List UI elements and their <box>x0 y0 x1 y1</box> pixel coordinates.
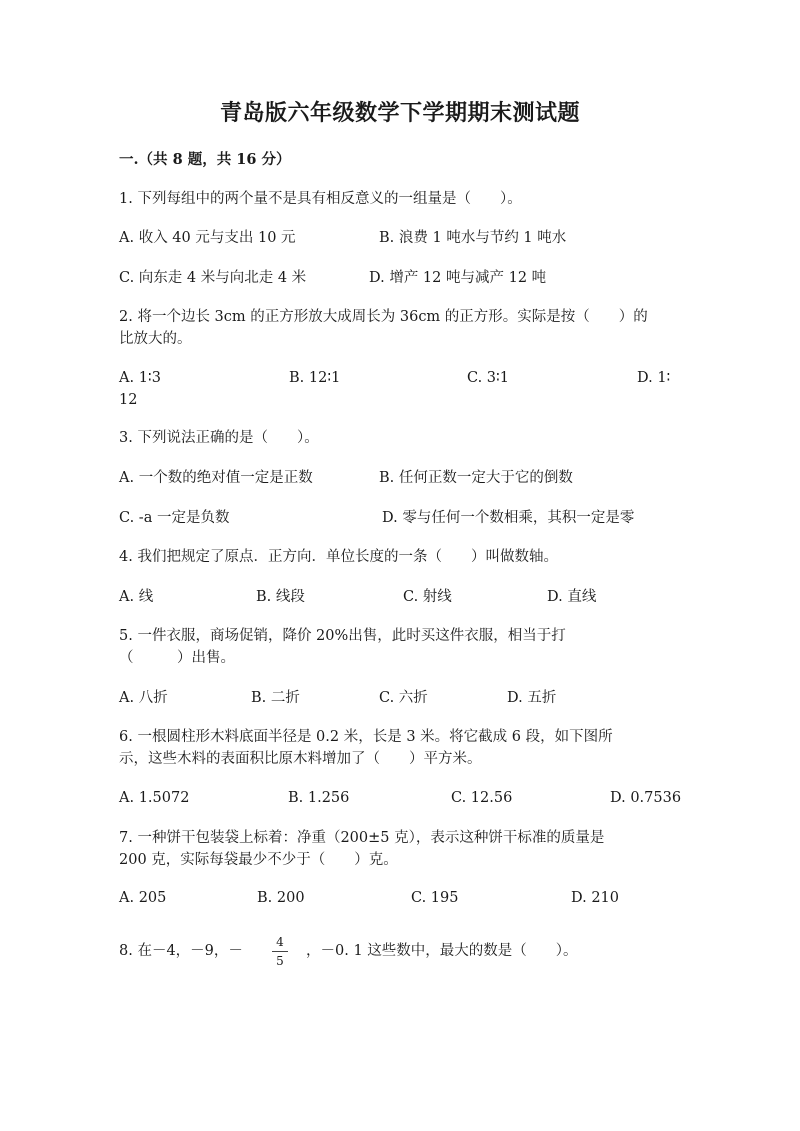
question-2-option-d: D. 1∶ <box>637 370 671 386</box>
question-2-stem-line-2: 比放大的。 <box>119 331 192 347</box>
question-1-stem: 1. 下列每组中的两个量不是具有相反意义的一组量是（ ）。 <box>119 191 522 207</box>
question-7-stem-line-2: 200 克，实际每袋最少不少于（ ）克。 <box>119 852 398 868</box>
question-1-option-b: B. 浪费 1 吨水与节约 1 吨水 <box>379 230 567 246</box>
question-4-option-d: D. 直线 <box>547 589 597 605</box>
question-6-option-c: C. 12.56 <box>451 790 513 806</box>
question-7-option-b: B. 200 <box>257 890 305 906</box>
question-3-stem: 3. 下列说法正确的是（ ）。 <box>119 430 319 446</box>
question-6-stem-line-2: 示，这些木料的表面积比原木料增加了（ ）平方米。 <box>119 751 482 767</box>
question-2-option-c: C. 3∶1 <box>467 370 510 386</box>
question-3-option-a: A. 一个数的绝对值一定是正数 <box>119 470 313 486</box>
question-5-stem-line-1: 5. 一件衣服，商场促销，降价 20%出售，此时买这件衣服，相当于打 <box>119 628 566 644</box>
question-5-option-b: B. 二折 <box>251 690 300 706</box>
question-5-option-c: C. 六折 <box>379 690 428 706</box>
question-4-option-c: C. 射线 <box>403 589 452 605</box>
question-7-option-c: C. 195 <box>411 890 459 906</box>
question-7-stem-line-1: 7. 一种饼干包装袋上标着：净重（200±5 克），表示这种饼干标准的质量是 <box>119 830 605 846</box>
question-4-stem: 4. 我们把规定了原点．正方向．单位长度的一条（ ）叫做数轴。 <box>119 549 558 565</box>
question-6-option-b: B. 1.256 <box>288 790 350 806</box>
fraction-numerator: 4 <box>276 935 284 949</box>
question-2-option-a: A. 1∶3 <box>119 370 161 386</box>
question-2-option-d-wrap: 12 <box>119 392 138 408</box>
question-3-option-d: D. 零与任何一个数相乘，其积一定是零 <box>382 510 635 526</box>
question-3-option-b: B. 任何正数一定大于它的倒数 <box>379 470 573 486</box>
question-8-fraction <box>272 935 288 968</box>
question-5-option-a: A. 八折 <box>119 690 168 706</box>
question-6-option-a: A. 1.5072 <box>119 790 190 806</box>
question-1-option-a: A. 收入 40 元与支出 10 元 <box>119 230 296 246</box>
question-3-option-c: C. -a 一定是负数 <box>119 510 230 526</box>
question-7-option-a: A. 205 <box>119 890 167 906</box>
question-5-stem-line-2: （ ）出售。 <box>119 650 235 666</box>
question-4-option-a: A. 线 <box>119 589 154 605</box>
question-7-option-d: D. 210 <box>571 890 620 906</box>
section-heading: 一.（共 8 题，共 16 分） <box>119 151 291 168</box>
question-4-option-b: B. 线段 <box>256 589 305 605</box>
question-1-option-d: D. 增产 12 吨与减产 12 吨 <box>369 270 547 286</box>
question-6-option-d: D. 0.7536 <box>610 790 682 806</box>
fraction-denominator: 5 <box>276 954 284 968</box>
fraction-bar <box>272 951 288 952</box>
question-6-stem-line-1: 6. 一根圆柱形木料底面半径是 0.2 米，长是 3 米。将它截成 6 段，如下图所 <box>119 729 613 745</box>
question-5-option-d: D. 五折 <box>507 690 557 706</box>
question-8-stem-start: 8. 在－4，－9，－ <box>119 943 243 959</box>
question-2-option-b: B. 12∶1 <box>289 370 341 386</box>
question-1-option-c: C. 向东走 4 米与向北走 4 米 <box>119 270 307 286</box>
question-2-stem-line-1: 2. 将一个边长 3cm 的正方形放大成周长为 36cm 的正方形。实际是按（ ）的 <box>119 309 648 325</box>
question-8-stem-end: ，－0. 1 这些数中，最大的数是（ ）。 <box>306 943 578 959</box>
page-title: 青岛版六年级数学下学期期末测试题 <box>219 100 580 126</box>
